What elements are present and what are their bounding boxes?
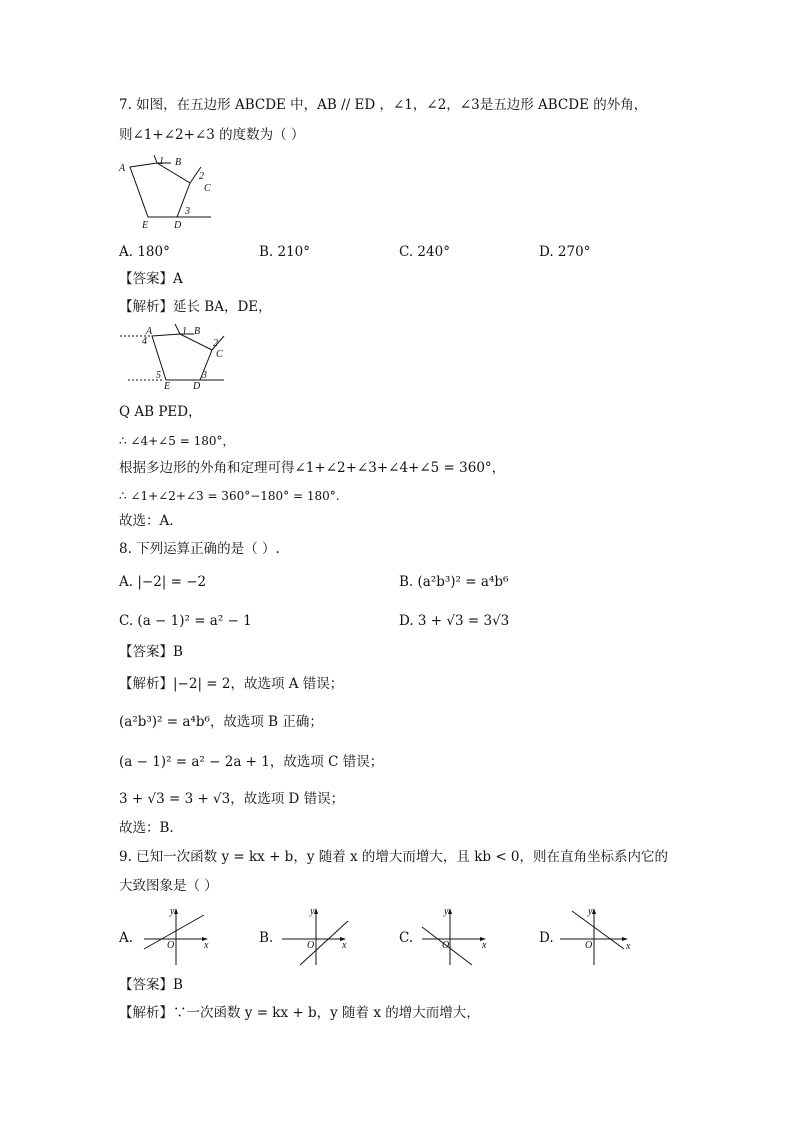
q7-choose: 故选：A. xyxy=(119,513,174,529)
q9-option-c: C. xyxy=(399,930,414,946)
q9-stem-line1: 9. 已知一次函数 y = kx + b，y 随着 x 的增大而增大，且 kb < 0，则在直角坐标系内它的 xyxy=(119,849,669,865)
graph-option-b xyxy=(280,905,352,967)
fig1-label-E: E xyxy=(142,220,149,230)
q7-analysis: 【解析】延长 BA，DE， xyxy=(119,299,272,315)
origin-c: O xyxy=(442,940,450,951)
origin-a: O xyxy=(167,940,175,951)
q7-option-d: D. 270° xyxy=(539,244,591,260)
fig1-label-D: D xyxy=(174,220,182,230)
q9-option-a: A. xyxy=(119,930,134,946)
axis-x-d: x xyxy=(626,941,631,952)
fig1-angle-1: 1 xyxy=(159,156,164,167)
axis-y-d: y xyxy=(588,906,593,917)
axis-x-b: x xyxy=(342,940,347,951)
q9-option-b: B. xyxy=(259,930,274,946)
fig2-label-C: C xyxy=(216,349,223,360)
fig2-label-E: E xyxy=(164,381,171,389)
extended-pentagon-figure xyxy=(120,324,232,389)
q9-option-d: D. xyxy=(539,930,554,946)
q7-step-sum45: ∴ ∠4+∠5 = 180°， xyxy=(119,434,235,448)
fig2-angle-3: 3 xyxy=(202,370,207,381)
origin-d: O xyxy=(585,940,593,951)
q8-answer: 【答案】B xyxy=(119,644,183,660)
q7-step-theorem: 根据多边形的外角和定理可得∠1+∠2+∠3+∠4+∠5 = 360°， xyxy=(119,460,506,476)
graph-option-d xyxy=(558,905,634,967)
axis-y-b: y xyxy=(310,906,315,917)
fig2-angle-5: 5 xyxy=(156,370,161,381)
fig1-label-B: B xyxy=(175,157,182,168)
axis-x-c: x xyxy=(482,940,487,951)
q8-choose: 故选：B. xyxy=(119,820,174,836)
q9-answer: 【答案】B xyxy=(119,977,183,993)
q9-stem-line2: 大致图象是（ ） xyxy=(119,878,218,894)
origin-b: O xyxy=(307,940,315,951)
q7-step-parallel: Q AB PED， xyxy=(119,404,202,420)
q8-analysis-b: (a²b³)² = a⁴b⁶，故选项 B 正确； xyxy=(119,714,323,730)
q7-option-c: C. 240° xyxy=(399,244,450,260)
axis-y-a: y xyxy=(170,906,175,917)
fig1-angle-2: 2 xyxy=(199,171,204,182)
q7-stem-line1: 7. 如图，在五边形 ABCDE 中，AB // ED ，∠1，∠2，∠3是五边形 ABCDE 的外角， xyxy=(119,97,648,113)
graph-option-a xyxy=(140,905,212,967)
axis-x-a: x xyxy=(204,940,209,951)
q9-analysis: 【解析】∵一次函数 y = kx + b，y 随着 x 的增大而增大， xyxy=(119,1005,480,1021)
q7-option-a: A. 180° xyxy=(119,244,170,260)
fig2-label-A: A xyxy=(146,326,153,337)
fig2-angle-2: 2 xyxy=(213,338,218,349)
fig2-angle-4: 4 xyxy=(142,336,147,347)
q7-answer: 【答案】A xyxy=(119,271,183,287)
q8-stem: 8. 下列运算正确的是（ ）. xyxy=(119,541,280,557)
pentagon-figure xyxy=(117,155,217,230)
q8-option-b: B. (a²b³)² = a⁴b⁶ xyxy=(399,574,509,590)
fig1-angle-3: 3 xyxy=(185,206,190,217)
q7-option-b: B. 210° xyxy=(259,244,311,260)
fig2-label-D: D xyxy=(193,381,201,389)
q7-stem-line2: 则∠1+∠2+∠3 的度数为（ ） xyxy=(119,127,305,143)
fig2-angle-1: 1 xyxy=(182,326,187,337)
fig2-label-B: B xyxy=(194,326,201,337)
q8-analysis-a: 【解析】|−2| = 2，故选项 A 错误； xyxy=(119,676,344,692)
q8-option-d: D. 3 + √3 = 3√3 xyxy=(399,613,510,629)
graph-option-c xyxy=(420,905,492,967)
q7-step-result: ∴ ∠1+∠2+∠3 = 360°−180° = 180°. xyxy=(119,489,340,503)
q8-option-c: C. (a − 1)² = a² − 1 xyxy=(119,613,252,629)
q8-analysis-d: 3 + √3 = 3 + √3，故选项 D 错误； xyxy=(119,791,345,807)
fig1-label-C: C xyxy=(204,183,211,194)
q8-option-a: A. |−2| = −2 xyxy=(119,574,207,590)
q8-analysis-c: (a − 1)² = a² − 2a + 1，故选项 C 错误； xyxy=(119,754,384,770)
axis-y-c: y xyxy=(444,906,449,917)
fig1-label-A: A xyxy=(119,163,126,174)
